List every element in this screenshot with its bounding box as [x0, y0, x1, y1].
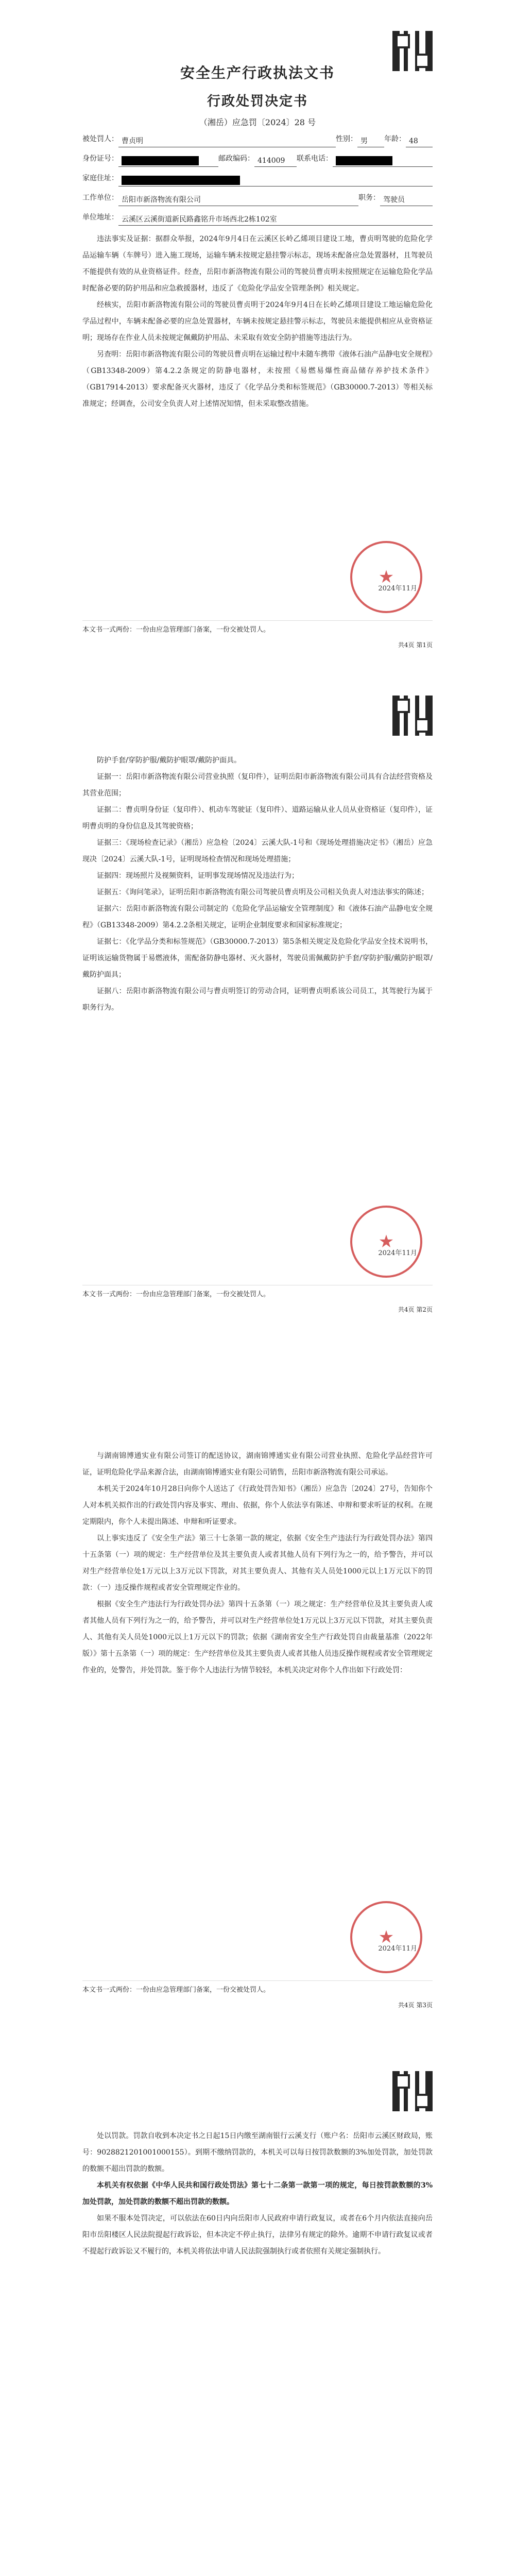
seal-star-icon: ★	[378, 1927, 394, 1947]
field-row-employer	[82, 190, 433, 206]
age-label: 年龄：	[384, 135, 406, 143]
field-row-unit-address	[82, 209, 433, 226]
footer-note: 本文书一式两份：一份由应急管理部门备案，一份交被处罚人。	[82, 626, 270, 634]
page-footer	[82, 620, 433, 634]
phone-label: 联系电话：	[297, 155, 333, 163]
unit-address-value: 云溪区云溪街道新民路鑫铭升市场西北2栋102室	[118, 214, 433, 226]
zip-label: 邮政编码：	[218, 155, 254, 163]
paragraph: 证据二：曹贞明身份证（复印件）、机动车驾驶证（复印件）、道路运输从业人员从业资格证（复印件），证明曹贞明的身份信息及其驾驶资格；	[82, 806, 433, 831]
official-seal	[350, 1901, 422, 1973]
paragraph: 根据《安全生产违法行为行政处罚办法》第四十五条第（一）项之规定：生产经营单位及其主要负责人或者其他人员有下列行为之一的，给予警告，并可以对生产经营单位处1万元以上3万元以下罚款，对其主要负责人、其他有关人员处1000元以上1万元以下的罚款；依据《湖南省安全生产行政处罚自由裁量基准（2022年版）》第十五条第（一）项的规定：生产经营单位及其主要负责人或者其他人员违反操作规程或者安全管理规定作业的，处警告，并处罚款。鉴于你个人违法行为情节较轻，本机关决定对你个人作出如下行政处罚：	[82, 1600, 433, 1674]
footer-note: 本文书一式两份：一份由应急管理部门备案，一份交被处罚人。	[82, 1986, 270, 1994]
paragraph: 违法事实及证据：据群众举报，2024年9月4日在云溪区长岭乙烯项目建设工地，曹贞明驾驶的危险化学品运输车辆（车牌号）进入施工现场，运输车辆未按规定悬挂警示标志，现场未配备应急处置器材，且驾驶员不能提供有效的从业资格证件。经查，岳阳市新洛物流有限公司的驾驶员曹贞明未按照规定在运输危险化学品时配备必要的防护用品和应急救援器材，违反了《危险化学品安全管理条例》相关规定。	[82, 235, 433, 293]
unit-address-label: 单位地址：	[82, 213, 118, 222]
document-page-2	[72, 696, 443, 1334]
redacted-block	[122, 156, 199, 165]
paragraph: 本机关于2024年10月28日向你个人送达了《行政处罚告知书》（湘岳）应急告〔2024〕27号，告知你个人对本机关拟作出的行政处罚内容及事实、理由、依据，你个人依法享有陈述、申辩和要求听证的权利。在规定期限内，你个人未提出陈述、申辩和听证要求。	[82, 1485, 433, 1526]
paragraph: 以上事实违反了《安全生产法》第三十七条第一款的规定，依据《安全生产违法行为行政处罚办法》第四十五条第（一）项的规定：生产经营单位及其主要负责人或者其他人员有下列行为之一的，给予警告，并可以对生产经营单位处1万元以上3万元以下罚款，对其主要负责人、其他有关人员处1000元以上1万元以下的罚款：（一）违反操作规程或者安全管理规定作业的。	[82, 1534, 433, 1592]
qr-code-icon	[392, 696, 433, 736]
zip-value: 414009	[254, 155, 297, 167]
document-page-4	[72, 2071, 443, 2576]
page-footer	[82, 1285, 433, 1298]
document-number: （湘岳）应急罚〔2024〕28 号	[199, 117, 316, 127]
paragraph: 证据七：《化学品分类和标签规范》（GB30000.7-2013）第5条相关规定及危险化学品安全技术说明书，证明该运输货物属于易燃液体，需配备防静电器材、灭火器材，驾驶员需佩戴防护手套/穿防护服/戴防护眼罩/戴防护面具；	[82, 938, 433, 979]
id-label: 身份证号：	[82, 155, 118, 163]
document-title: 安全生产行政执法文书	[180, 64, 335, 81]
page-number: 共4页 第3页	[398, 2002, 433, 2009]
qr-code-icon	[392, 2071, 433, 2111]
seal-date: 2024年11月	[378, 585, 417, 592]
footer-note: 本文书一式两份：一份由应急管理部门备案，一份交被处罚人。	[82, 1291, 270, 1298]
official-seal	[350, 1206, 422, 1278]
gender-value: 男	[357, 135, 384, 147]
qr-code-icon	[392, 31, 433, 71]
seal-star-icon: ★	[378, 1231, 394, 1252]
paragraph: 另查明：岳阳市新洛物流有限公司的驾驶员曹贞明在运输过程中未随车携带《液体石油产品静电安全规程》（GB13348-2009）第4.2.2条规定的防静电器材，未按照《易燃易爆性商品储存养护技术条件》（GB17914-2013）要求配备灭火器材，违反了《化学品分类和标签规范》（GB30000.7-2013）等相关标准规定；经调查，公司安全负责人对上述情况知情，但未采取整改措施。	[82, 350, 433, 408]
employer-value: 岳阳市新洛物流有限公司	[118, 194, 358, 206]
phone-value	[333, 155, 433, 167]
id-value	[118, 155, 218, 167]
page-number: 共4页 第2页	[398, 1306, 433, 1313]
strong-paragraph: 本机关有权依据《中华人民共和国行政处罚法》第七十二条第一款第一项的规定，每日按罚款数额的3%加处罚款，加处罚款的数额不超出罚款的数额。	[82, 2181, 433, 2206]
paragraph: 证据五：《询问笔录》，证明岳阳市新洛物流有限公司驾驶员曹贞明及公司相关负责人对违法事实的陈述；	[97, 888, 428, 896]
name-label: 被处罚人：	[82, 135, 118, 143]
name-value: 曹贞明	[118, 135, 336, 147]
position-value: 驾驶员	[380, 194, 433, 206]
page-footer	[82, 1980, 433, 1994]
paragraph: 证据六：岳阳市新洛物流有限公司制定的《危险化学品运输安全管理制度》和《液体石油产品静电安全规程》（GB13348-2009）第4.2.2条相关规定，证明企业制度要求和国家标准规定；	[82, 905, 433, 929]
document-subtitle: 行政处罚决定书	[207, 94, 308, 109]
employer-label: 工作单位：	[82, 194, 118, 202]
age-value: 48	[406, 135, 433, 147]
field-row-name	[82, 131, 433, 147]
field-row-id	[82, 150, 433, 167]
document-page-3	[72, 1391, 443, 2030]
seal-date: 2024年11月	[378, 1945, 417, 1953]
paragraph: 证据八：岳阳市新洛物流有限公司与曹贞明签订的劳动合同，证明曹贞明系该公司员工，其驾驶行为属于职务行为。	[82, 987, 433, 1012]
paragraph: 处以罚款。罚款自收到本决定书之日起15日内缴至湖南银行云溪支行（账户名：岳阳市云溪区财政局，账号：9028821201001000155）。到期不缴纳罚款的，本机关可以每日按罚款数额的3%加处罚款，加处罚款的数额不超出罚款的数额。	[82, 2132, 433, 2173]
redacted-block	[336, 156, 392, 165]
position-label: 职务：	[358, 194, 380, 202]
official-seal	[350, 541, 422, 613]
address-label: 家庭住址：	[82, 174, 118, 182]
field-row-address	[82, 170, 433, 187]
document-page-1	[72, 31, 443, 670]
page-number: 共4页 第1页	[398, 641, 433, 649]
address-value	[118, 175, 433, 187]
paragraph: 证据一：岳阳市新洛物流有限公司营业执照（复印件），证明岳阳市新洛物流有限公司具有合法经营资格及其营业范围；	[82, 773, 433, 798]
paragraph: 如果不服本处罚决定，可以依法在60日内向岳阳市人民政府申请行政复议，或者在6个月内依法直接向岳阳市岳阳楼区人民法院提起行政诉讼，但本决定不停止执行，法律另有规定的除外。逾期不申请行政复议或者不提起行政诉讼又不履行的，本机关将依法申请人民法院强制执行或者依照有关规定强制执行。	[82, 2214, 433, 2256]
paragraph: 经核实，岳阳市新洛物流有限公司的驾驶员曹贞明于2024年9月4日在长岭乙烯项目建设工地运输危险化学品过程中，车辆未配备必要的应急处置器材，车辆未按规定悬挂警示标志，驾驶员未能提供相应从业资格证明；现场存在作业人员未按规定佩戴防护用品、未采取有效安全防护措施等违法行为。	[82, 301, 433, 342]
paragraph: 证据四：现场照片及视频资料，证明事发现场情况及违法行为；	[97, 872, 299, 880]
paragraph: 与湖南锦博通实业有限公司签订的配送协议，湖南锦博通实业有限公司营业执照、危险化学品经营许可证，证明危险化学品来源合法，由湖南锦博通实业有限公司销售，岳阳市新洛物流有限公司承运。	[82, 1452, 433, 1477]
gender-label: 性别：	[336, 135, 357, 143]
seal-date: 2024年11月	[378, 1249, 417, 1257]
seal-star-icon: ★	[378, 567, 394, 587]
redacted-block	[122, 176, 240, 185]
paragraph: 证据三：《现场检查记录》（湘岳）应急检〔2024〕云溪大队-1号和《现场处理措施决定书》（湘岳）应急现决〔2024〕云溪大队-1号，证明现场检查情况和现场处理措施；	[82, 839, 433, 863]
paragraph: 防护手套/穿防护服/戴防护眼罩/戴防护面具。	[97, 756, 242, 765]
